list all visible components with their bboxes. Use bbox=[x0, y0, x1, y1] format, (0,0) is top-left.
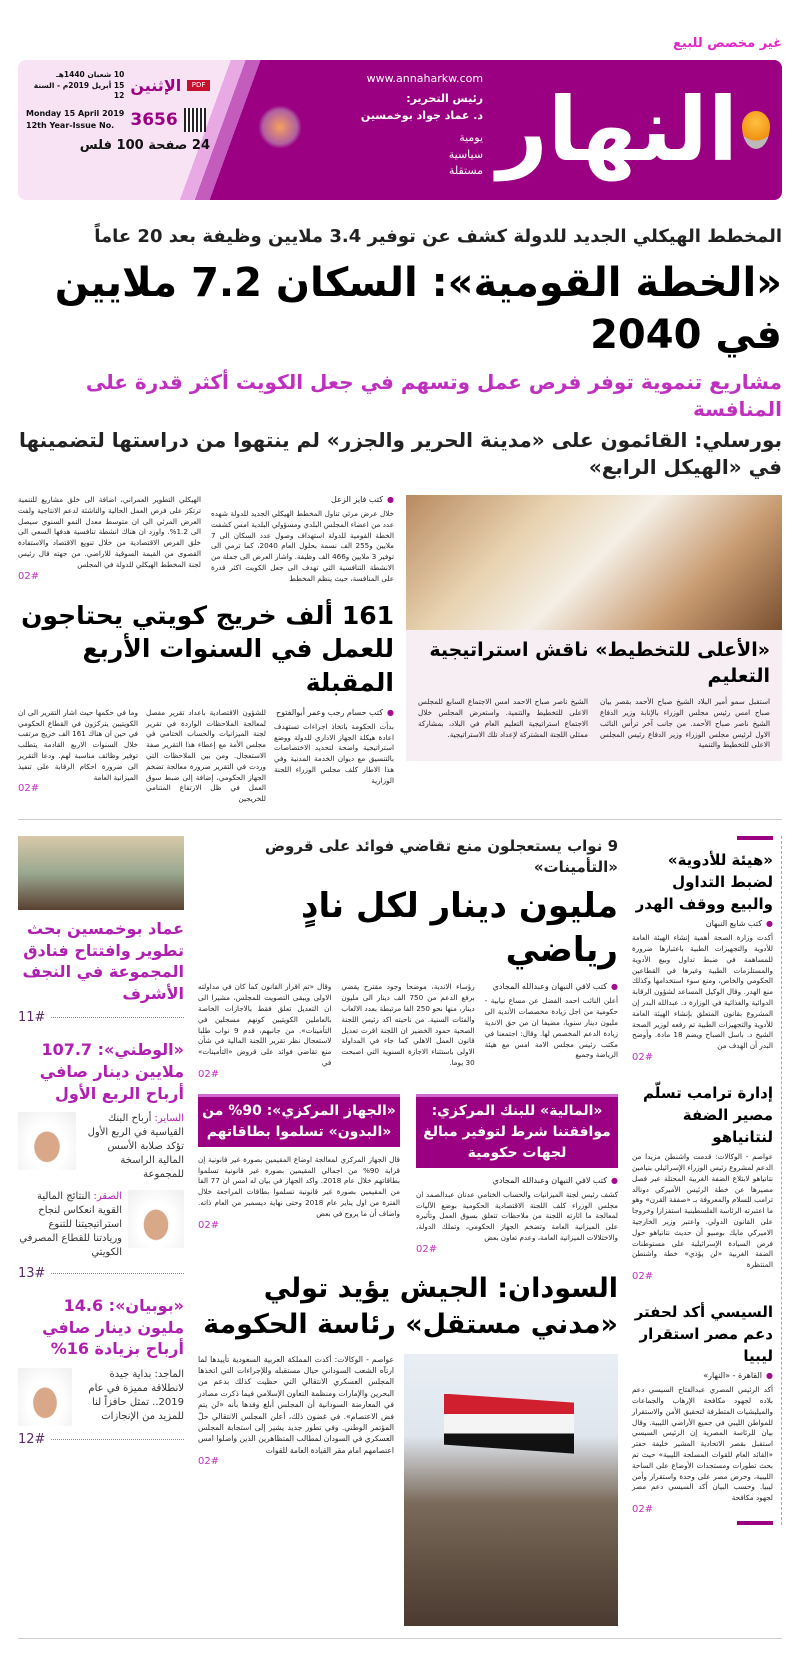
masthead-middle bbox=[302, 60, 497, 200]
planning-story bbox=[406, 495, 782, 761]
lead-col-wrap bbox=[211, 495, 394, 585]
quote bbox=[18, 1112, 184, 1182]
dotted-divider bbox=[51, 1273, 184, 1274]
sudan-headline[interactable]: السودان: الجيش يؤيد تولي «مدني مستقل» رئاسة الحكومة bbox=[203, 1272, 618, 1341]
tag: سياسية bbox=[448, 147, 484, 161]
date-row bbox=[26, 70, 210, 102]
planning-story-box bbox=[406, 630, 782, 761]
gregorian-date: 15 أبريل 2019م - السنة 12 bbox=[33, 80, 125, 100]
graduates-col: للشؤون الاقتصادية باعداد تقرير مفصل لمعالجة الملاحظات الواردة في تقرير لجنة الميزانيات والحساب الختامي في مجلس الأمة مع إعطاء هذا التقرير صفة الاستعجال. ومن بين الملاحظات التي وردت في التقرير ضرورة معالجة تضخم الجهاز الحكومي، إضافة إلى ضبط سوق العمل في ظل الارتفاع المتنامي للخريجين bbox=[146, 707, 266, 804]
right-sidebar bbox=[632, 836, 782, 1525]
quote-text: النتائج المالية القوية انعكاس لنجاح استراتيجيتنا للتنوع وريادتنا للقطاع المصرفي الكويتي bbox=[19, 1191, 122, 1259]
lower-row bbox=[18, 836, 782, 1626]
byline: ● القاهرة - «النهار» bbox=[632, 1371, 773, 1380]
finance-box bbox=[416, 1094, 618, 1255]
finance-body: كشف رئيس لجنة الميزانيات والحساب الختامي عدنان عبدالصمد ان مجلس الوزراء كلف اللجنة الاقتصادية الحكومية بوضع الآليات لمعالجة ما اثارته اللجنة من ملاحظات تتعلق بسوق العمل وتأثيره على الميزانية العامة وتضخم الجهاز الحكومي، وتملك الدولة، والاختلالات الميزانية العامة، وعدم تعاون بعض bbox=[416, 1189, 618, 1242]
graduates-headline[interactable]: 161 ألف خريج كويتي يحتاجون للعمل في السنوات الأربع المقبلة bbox=[21, 600, 394, 698]
finance-box-title[interactable]: «المالية» للبنك المركزي: موافقتنا شرط لتوفير مبالغ لجهات حكومية bbox=[416, 1094, 618, 1168]
planning-headline[interactable]: «الأعلى للتخطيط» ناقش استراتيجية التعليم bbox=[429, 639, 770, 687]
quote-name: الصقر: bbox=[93, 1191, 122, 1203]
quote-text: بداية جيدة لانطلاقة مميزة في عام 2019.. تمثل حافزاً لنا للمزيد من الإنجازات bbox=[88, 1368, 184, 1422]
graduates-col-wrap bbox=[274, 708, 394, 787]
sidebar-headline[interactable]: السيسي أكد لحفتر دعم مصر استقرار ليبيا bbox=[634, 1303, 773, 1365]
sidebar-body: عواصم - الوكالات: قدمت واشنطن مزيدا من الدعم لمشروع رئيس الوزراء الإسرائيلي بنيامين نتانياهو لابتلاع الضفة الغربية المحتلة عبر فصل مصيرها عن خطة الرئيس الأميركي دونالد ترامب للسلام والمعروفة بـ «صفقة القرن» وهو ما اعتبرته الرئاسة الفلسطينية استفزازا وخروجا على القانون الدولي. واعتبر وزير الخارجية الاميركي مايك بومبيو أن حديث نتانياهو حول فرض السيادة الإسرائيلية على مستوطنات الضفة الغربية «لن يؤذي» خطة واشنطن المنتظرة bbox=[632, 1152, 773, 1270]
sudan-row bbox=[198, 1354, 618, 1626]
lead-continuation bbox=[18, 495, 394, 805]
quote bbox=[18, 1368, 184, 1426]
sidebar-headline[interactable]: عماد بوخمسين بحث تطوير وافتتاح فنادق المجموعة في النجف الأشرف bbox=[22, 919, 184, 1003]
clubs-col: رؤساء الاندية، موضحا وجود مقترح يقضي برفع الدعم من 750 الف دينار الى مليون دينار، منها نحو 250 الفا مرتبطة بعدد الالعاب والفئات السنية. من ناحيته اكد رئيس اللجنة الصحية حمود الخضير ان اللجنة اقرت تعديل قانون العمل الاهلي كما جاء في المداولة الاولى باستثناء الاجازة السنوية التي اصبحت 30 يوما. bbox=[341, 982, 475, 1067]
newspaper-logo: النهار bbox=[497, 78, 738, 181]
page-ref[interactable]: 02# bbox=[416, 1243, 438, 1255]
graduates-cols bbox=[18, 708, 394, 805]
planning-col: استقبل سمو أمير البلاد الشيخ صباح الأحمد بقصر بيان صباح امس رئيس مجلس الوزراء بالإنابة وزير الدفاع الشيخ ناصر صباح الأحمد. من جانب آخر ترأس النائب الاول لرئيس مجلس الوزراء وزير الدفاع رئيس المجلس الاعلى للتخطيط والتنمية bbox=[600, 697, 770, 750]
portrait-photo bbox=[18, 1368, 72, 1426]
graduates-col: وما في حكمها حيث اشار التقرير الى ان الكويتيين يتركزون في القطاع الحكومي في حين ان هناك 161 الف خريج مرتقب خلال السنوات الاربع القادمة يتطلب توفير وظائف مناسبة لهم. ودعا التقرير الى ضرورة احكام الرقابة على تنفيذ الميزانية العامة bbox=[18, 707, 138, 782]
emblem-icon bbox=[258, 105, 302, 149]
bidoon-box bbox=[198, 1094, 400, 1231]
bottom-divider bbox=[18, 1638, 782, 1639]
graduates-col-wrap bbox=[18, 708, 138, 795]
issue-row bbox=[26, 108, 210, 132]
clubs-kicker: 9 نواب يستعجلون منع تقاضي فوائد على قروض «التأمينات» bbox=[264, 837, 618, 876]
byline: ● كتب شايع النبهان bbox=[632, 919, 773, 928]
not-for-sale-label: غير مخصص للبيع bbox=[673, 36, 782, 51]
website-link[interactable]: www.annaharkw.com bbox=[366, 72, 484, 85]
issue-number: 3656 bbox=[130, 109, 178, 130]
quote-name: الماجد: bbox=[154, 1368, 184, 1380]
page-ref[interactable]: 02# bbox=[198, 1068, 220, 1080]
portrait-photo bbox=[18, 1112, 76, 1170]
finance-byline: ● كتب لافي النبهان وعبدالله المجادي bbox=[416, 1176, 618, 1185]
quote-block bbox=[18, 1190, 122, 1260]
page-ref[interactable]: 12# bbox=[18, 1431, 46, 1447]
lead-cols bbox=[18, 495, 394, 585]
editor-name: د. عماد جواد بوخمسين bbox=[360, 108, 484, 122]
clubs-col-wrap bbox=[198, 982, 331, 1079]
tag: يومية bbox=[459, 131, 484, 144]
quote-text: أرباح البنك القياسية في الربع الأول تؤكد صلابة الأسس المالية الراسخة للمجموعة bbox=[87, 1113, 184, 1181]
quote-name: الساير: bbox=[154, 1113, 184, 1125]
top-stories-row bbox=[18, 495, 782, 805]
sidebar-headline[interactable]: إدارة ترامب تسلّم مصير الضفة لنتانياهو bbox=[643, 1084, 773, 1146]
paper-tags bbox=[449, 130, 483, 180]
ref-line bbox=[18, 1432, 184, 1447]
page-ref[interactable]: 02# bbox=[18, 570, 40, 582]
sidebar-headline[interactable]: «هيئة للأدوية» لضبط التداول والبيع ووقف الهدر bbox=[635, 851, 773, 913]
left-sidebar bbox=[18, 836, 184, 1461]
lead-col-wrap bbox=[18, 495, 201, 582]
page-ref[interactable]: 13# bbox=[18, 1266, 46, 1282]
page-ref[interactable]: 02# bbox=[198, 1456, 220, 1468]
pdf-badge[interactable]: PDF bbox=[187, 80, 210, 91]
accent-bar bbox=[737, 1521, 773, 1525]
planning-cols bbox=[418, 697, 770, 751]
editor-in-chief bbox=[361, 91, 483, 124]
sidebar-body: أكدت وزارة الصحة أهمية إنشاء الهيئة العامة للأدوية والتجهيزات الطبية باعتبارها ضرورة للمساهمة في ضبط تداول وبيع الأدوية والمستلزمات الطبية وغيرها في القطاعين الحكومي والخاص، ومنع سوء استخدامها وكذلك منع الهدر. وقال الوكيل المساعد لشؤون الرقابة الدوائية والغذائية في الوزارة د. عبدالله البدر إن المشروع بقانون المتعلق بإنشاء الهيئة العامة للأدوية والتجهيزات الطبية تم رفعه لوزير الصحة الشيخ د. باسل الصباح ويضم 18 مادة. وأوضح البدر أن الهدف من bbox=[632, 933, 773, 1051]
lead-byline: ● كتب فايز الزعل bbox=[211, 495, 394, 504]
page-ref[interactable]: 02# bbox=[198, 1219, 220, 1231]
ref-line bbox=[18, 1010, 184, 1025]
quote-block bbox=[82, 1112, 184, 1182]
page-ref[interactable]: 11# bbox=[18, 1010, 46, 1026]
masthead bbox=[18, 60, 782, 200]
page-ref[interactable]: 02# bbox=[632, 1504, 654, 1516]
date-en: Monday 15 April 2019 bbox=[26, 109, 125, 119]
logo-group bbox=[497, 60, 782, 200]
quote-block bbox=[78, 1368, 184, 1424]
accent-bar bbox=[737, 836, 773, 840]
page-ref[interactable]: 02# bbox=[632, 1271, 654, 1283]
hotel-meeting-photo bbox=[18, 836, 184, 910]
lead-kicker: المخطط الهيكلي الجديد للدولة كشف عن توفير 3.4 ملايين وظيفة بعد 20 عاماً bbox=[94, 226, 782, 247]
ref-line bbox=[18, 1266, 184, 1281]
page-ref[interactable]: 02# bbox=[18, 783, 40, 795]
quote bbox=[18, 1190, 184, 1260]
sudan-body: عواصم - الوكالات: أكدت المملكة العربية السعودية تأييدها لما ارتآه الشعب السوداني حيال مستقبله وللإجراءات التي اتخذها المجلس العسكري الانتقالي التي حظيت كذلك بدعم من البحرين والإمارات ومنظمة التعاون الإسلامي فيما ذكرت مصادر في المعارضة السودانية أن المجلس أبلغ وفدها بأنه «لن يتم فض الاعتصام». في غضون ذلك، أعلن المجلس الانتقالي حلّ المؤتمر الوطني. وفي تطور جديد يشير إلى استجابة المجلس العسكري في السودان لمطالب المتظاهرين الذين واصلوا امس اعتصامهم امام مقر القيادة العامة للقوات bbox=[198, 1354, 394, 1455]
section-divider bbox=[18, 819, 782, 820]
weekday: الإثنين bbox=[130, 76, 182, 96]
english-date bbox=[26, 108, 124, 130]
sudan-protest-photo bbox=[404, 1354, 618, 1626]
planning-council-photo bbox=[406, 495, 782, 630]
clubs-headline[interactable]: مليون دينار لكل نادٍ رياضي bbox=[301, 886, 618, 971]
sidebar-headline[interactable]: «الوطني»: 107.7 ملايين دينار صافي أرباح الربع الأول bbox=[39, 1040, 184, 1103]
price: 24 صفحة 100 فلس bbox=[79, 137, 210, 153]
page-ref[interactable]: 02# bbox=[632, 1052, 654, 1064]
hijri-date: 10 شعبان 1440هـ bbox=[56, 70, 125, 79]
dotted-divider bbox=[51, 1439, 184, 1440]
sun-logo-icon bbox=[742, 111, 770, 149]
boxes-row bbox=[198, 1094, 618, 1255]
arabic-date bbox=[26, 70, 124, 102]
clubs-col: وقال «تم اقرار القانون كما كان في مداولته الاولى ويبقى التصويت للمجلس، مشيرا الى ان التعديل تعلق فقط بالاجازات الخاصة بالعاملين الكويتيين كونهم مسجلين في التأمينات». من جانبهم، قدم 9 نواب طلبا لاستعجال نظر تقرير اللجنة المالية في شأن منع تقاضي فوائد على قروض «التأمينات» في bbox=[198, 982, 332, 1067]
masthead-info-panel bbox=[18, 60, 218, 200]
graduates-col: بدأت الحكومة باتخاذ اجراءات تستهدف اعادة هيكلة الجهاز الاداري للدولة ووضع استراتيجية واضحة لتحديد الاختصاصات بالتنسيق مع ديوان الخدمة المدنية وفي هذا الاطار كلف مجلس الوزراء اللجنة الوزارية bbox=[274, 721, 394, 785]
sidebar-body: أكد الرئيس المصري عبدالفتاح السيسي دعم بلاده لجهود مكافحة الإرهاب والجماعات والميليشيات المتطرفة لتحقيق الأمن والاستقرار للمواطن الليبي في جميع الأراضي الليبية. وقال بيان للرئاسة المصرية إن الرئيس السيسي استقبل بقصر الاتحادية المشير خليفة حفتر «القائد العام للقوات المسلحة الليبية» حيث تم بحث تطورات ومستجدات الأوضاع على الساحة الليبية، وحرص مصر على وحدة واستقرار وأمن ليبيا. وحسب البيان أكد السيسي دعم مصر لجهود مكافحة bbox=[632, 1385, 773, 1503]
portrait-photo bbox=[128, 1190, 184, 1248]
sidebar-headline[interactable]: «بوبيان»: 14.6 مليون دينار صافي أرباح بزيادة 16% bbox=[42, 1296, 184, 1359]
clubs-byline: ● كتب لافي النبهان وعبدالله المجادي bbox=[485, 982, 618, 991]
editor-label: رئيس التحرير: bbox=[406, 92, 484, 105]
lead-subheadline-2: بورسلي: القائمون على «مدينة الحرير والجزر» لم ينتهوا من دراستها لتضمينها في «الهيكل الرابع» bbox=[18, 428, 782, 479]
lead-col: خلال عرض مرئي تناول المخطط الهيكلي الجديد للدولة شهده عدد من اعضاء المجلس البلدي ومسؤولي البلدية امس كشفت الخطة القومية للدولة استهداف وصول عدد السكان الى 7 ملايين و255 الف نسمة بحلول العام 2040، كما ترمي الى توفير 3 ملايين و466 الف وظيفة. واشار العرض الى جملة من الانشطة التنافسية التي تهدف الى جعل الكويت اكثر قدرة على المنافسة، حيث ينظم المخطط bbox=[211, 509, 395, 583]
dotted-divider bbox=[51, 1017, 184, 1018]
bidoon-body: قال الجهاز المركزي لمعالجة اوضاع المقيمين بصورة غير قانونية إن قرابة 90% من اجمالي المقيمين بصورة غير قانونية تسلموا بطاقاتهم خلال عام 2018. واكد الجهاز في بيان له امس ان 77 الفا من المقيمين بصورة غير قانونية تسلموا بطاقات المراجعة خلال الفترة من اول يناير عام 2018 وحتى نهاية ديسمبر من العام ذاته. واضاف أن ما يروج في بعض bbox=[198, 1154, 400, 1218]
sudan-text bbox=[198, 1354, 394, 1468]
year-issue: 12th Year-Issue No. bbox=[26, 120, 115, 130]
sudan-flag-icon bbox=[444, 1394, 574, 1454]
tag: مستقلة bbox=[448, 164, 484, 177]
center-column bbox=[198, 836, 618, 1626]
planning-col: الشيخ ناصر صباح الاحمد امس الاجتماع السابع للمجلس الاعلى للتخطيط والتنمية. واستعرض المجلس خلال الاجتماع استراتيجية التعليم العام في البلاد، بمشاركة ممثلي اللجنة المشتركة لإعداد تلك الاستراتيجية. bbox=[418, 697, 588, 739]
lead-col: الهيكلي التطوير العمراني، اضافة الى خلق مشاريع للتنمية ترتكز على فرص العمل الحالية والناشئة لدعم الانتاجية ولفت العرض المرئي الى ان متوسط معدل النمو السنوي سيصل الى 1.2%. واورد ان هناك انشطة تنافسية هدفها السعي الى خلق الفرص الاقتصادية من خلال تنويع الاقتصاد والاستفادة القصوى من القيمة السوقية للاراضي. من جهته قال رئيس لجنة المخطط الهيكلي للدولة في المجلس bbox=[18, 495, 201, 569]
lead-headline[interactable]: «الخطة القومية»: السكان 7.2 ملايين في 2040 bbox=[54, 260, 782, 358]
clubs-cols bbox=[198, 982, 618, 1079]
lead-subheadline: مشاريع تنموية توفر فرص عمل وتسهم في جعل الكويت أكثر قدرة على المنافسة bbox=[85, 370, 782, 421]
clubs-col: أعلن النائب احمد الفضل عن مساع نيابية - حكومية من اجل زيادة مخصصات الأندية الى مليون دينار سنويا، مضيفا ان من حق الاندية زيادة الدعم المخصص لها. وقال: اجتمعنا في مكتب رئيس مجلس الامة امس مع هيئة الرياضة وجميع bbox=[484, 996, 618, 1060]
graduates-byline: ● كتب حسام رجب وعمر أبوالفتوح bbox=[274, 708, 394, 717]
qr-code-icon[interactable] bbox=[184, 108, 206, 132]
bidoon-box-title[interactable]: «الجهاز المركزي»: 90% من «البدون» تسلموا بطاقاتهم bbox=[198, 1094, 400, 1147]
clubs-col-wrap bbox=[485, 982, 618, 1061]
